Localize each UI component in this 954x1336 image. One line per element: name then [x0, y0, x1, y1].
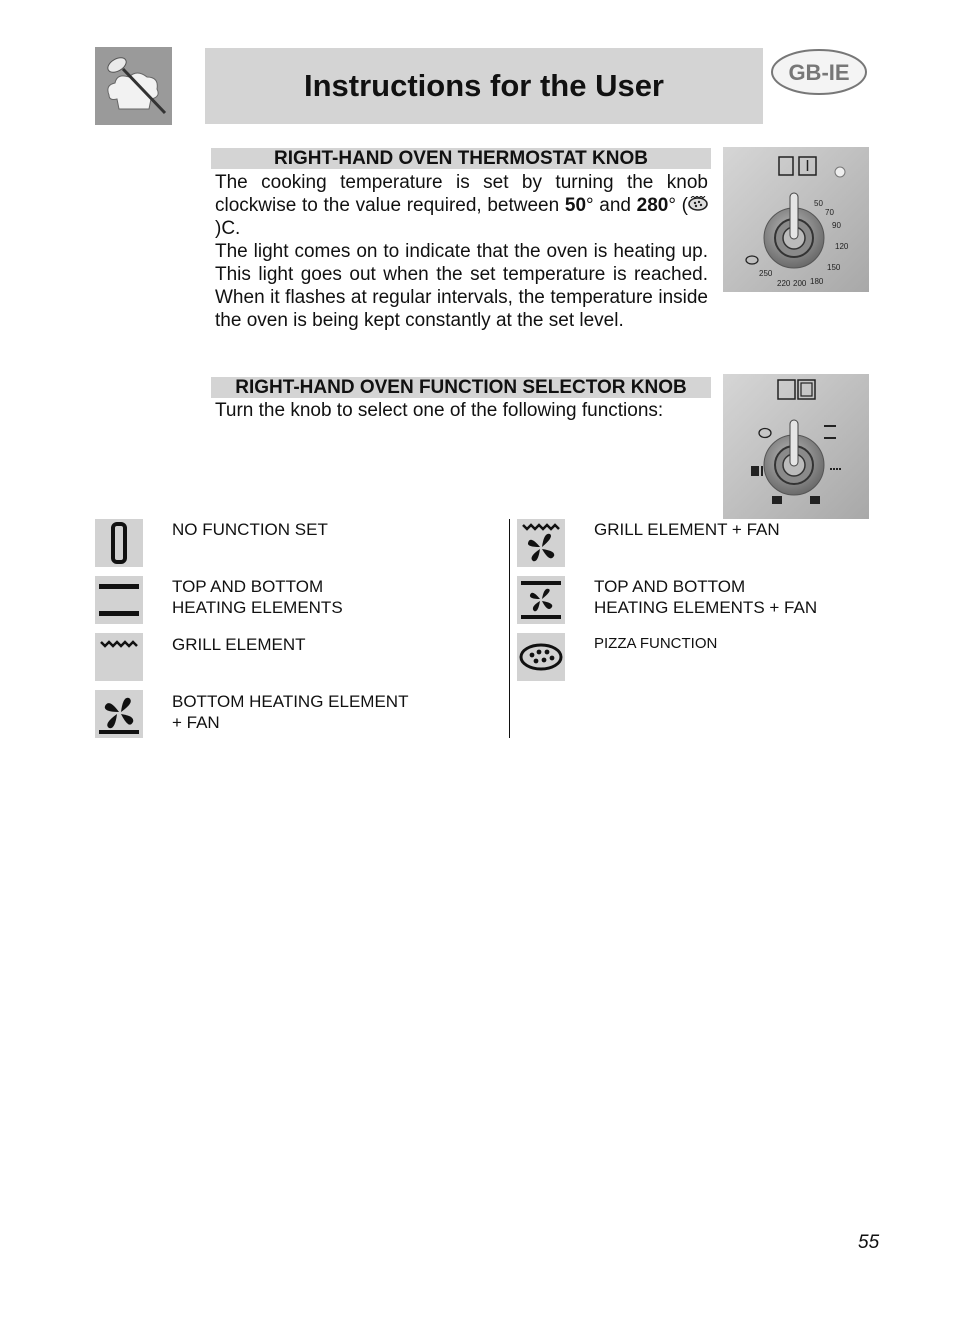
selector-heading: RIGHT-HAND OVEN FUNCTION SELECTOR KNOB [211, 377, 711, 398]
selector-intro: Turn the knob to select one of the following functions: [215, 400, 664, 421]
no-function-icon [95, 519, 143, 567]
title-bar [205, 48, 763, 124]
function-label-bottom-fan: BOTTOM HEATING ELEMENT + FAN [172, 692, 409, 732]
thermostat-description [215, 171, 708, 332]
dial-label-90: 90 [832, 221, 841, 230]
top-bottom-fan-icon [517, 576, 565, 624]
dial-label-220: 220 [777, 279, 791, 288]
thermostat-heading: RIGHT-HAND OVEN THERMOSTAT KNOB [211, 148, 711, 169]
function-label-top-bottom: TOP AND BOTTOM HEATING ELEMENTS [172, 577, 343, 617]
dial-label-200: 200 [793, 279, 807, 288]
badge-label: GB-IE [788, 60, 850, 85]
min-temperature: 50 [564, 195, 587, 216]
top-bottom-heating-icon [95, 576, 143, 624]
thermostat-paragraph-2: The light comes on to indicate that the oven is heating up. This light goes out when the set temperature is reached. When it flashes at regular intervals, the temperature inside the oven is being kept constantly at the set level. [215, 241, 708, 331]
function-label-grill: GRILL ELEMENT [172, 635, 306, 654]
dial-label-50: 50 [814, 199, 823, 208]
function-label-top-bottom-fan: TOP AND BOTTOM HEATING ELEMENTS + FAN [594, 577, 818, 617]
dial-label-150: 150 [827, 263, 841, 272]
thermostat-paragraph-1: The cooking temperature is set by turning the knob clockwise to the value required, between 50° and 280° ()C. [215, 172, 708, 239]
dial-label-250: 250 [759, 269, 773, 278]
page-number: 55 [858, 1232, 880, 1253]
dial-label-120: 120 [835, 242, 849, 251]
dial-label-180: 180 [810, 277, 824, 286]
dial-label-70: 70 [825, 208, 834, 217]
pizza-inline-icon [688, 195, 708, 216]
function-label-grill-fan: GRILL ELEMENT + FAN [594, 520, 780, 539]
page-title: Instructions for the User [304, 68, 664, 103]
bottom-heating-fan-icon [95, 690, 143, 738]
chef-logo-icon [95, 47, 172, 125]
grill-fan-icon [517, 519, 565, 567]
region-badge [770, 48, 868, 96]
function-label-no-function: NO FUNCTION SET [172, 520, 328, 539]
grill-element-icon [95, 633, 143, 681]
function-label-pizza: PIZZA FUNCTION [594, 635, 718, 652]
max-temperature: 280 [636, 195, 669, 216]
column-divider [509, 519, 510, 738]
function-selector-knob-image [723, 374, 869, 519]
pizza-function-icon [517, 633, 565, 681]
thermostat-knob-image [723, 147, 869, 292]
